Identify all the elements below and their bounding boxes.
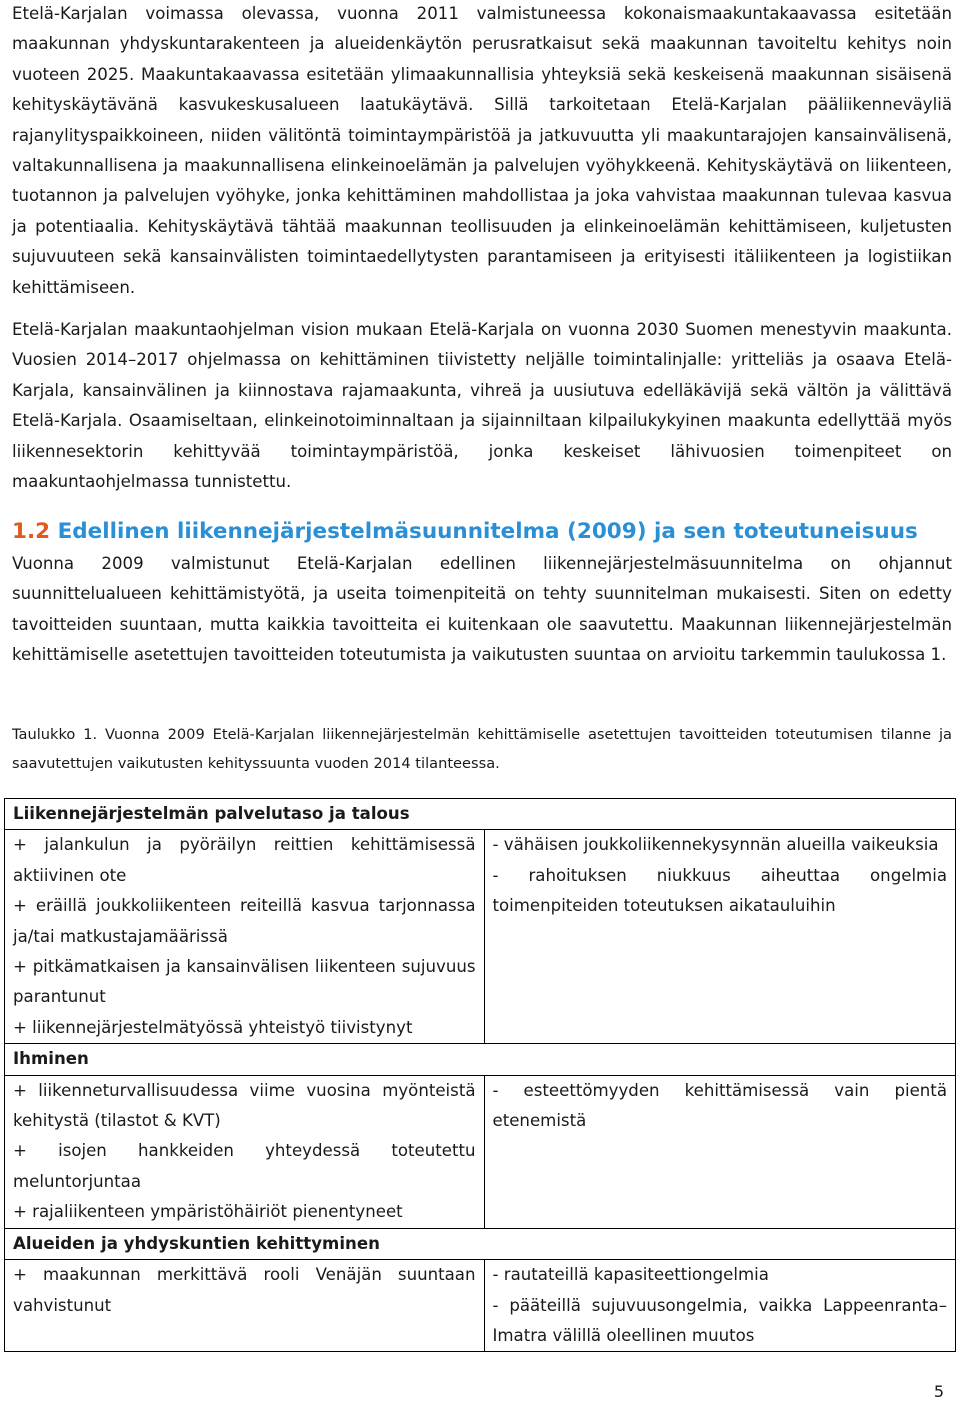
negative-item: - vähäisen joukkoliikennekysynnän alueilla vaikeuksia bbox=[492, 835, 939, 855]
negative-cell bbox=[484, 1075, 956, 1228]
section-title: Edellinen liikennejärjestelmäsuunnitelma (2009) ja sen toteutuneisuus bbox=[57, 519, 918, 544]
section-heading bbox=[12, 515, 952, 549]
table-section-header bbox=[5, 1044, 956, 1075]
positive-item: + liikennejärjestelmätyössä yhteistyö tiivistynyt bbox=[13, 1017, 413, 1037]
table-section-header bbox=[5, 1228, 956, 1259]
positive-item: + isojen hankkeiden yhteydessä toteutettu meluntorjuntaa bbox=[13, 1141, 476, 1191]
table-section-header bbox=[5, 799, 956, 830]
evaluation-table bbox=[4, 798, 956, 1352]
table-row bbox=[5, 1075, 956, 1228]
paragraph-maakuntaohjelma: Etelä-Karjalan maakuntaohjelman vision mukaan Etelä-Karjala on vuonna 2030 Suomen menestyvin maakunta. Vuosien 2014–2017 ohjelmassa on kehittäminen tiivistetty neljälle toimintalinjalle: yritteliäs ja osaava Etelä-Karjala, kansainvälinen ja kiinnostava rajamaakunta, vihreä ja uusiutuva edelläkävijä sekä vältön ja välittävä Etelä-Karjala. Osaamiseltaan, elinkeinotoiminnaltaan ja sijainniltaan kilpailukykyinen maakunta edellyttää myös liikennesektorin kehittyvää toimintaympäristöä, jonka keskeiset lähivuosien toimenpiteet on maakuntaohjelmassa tunnistettu. bbox=[12, 320, 952, 492]
paragraph-maakuntakaava: Etelä-Karjalan voimassa olevassa, vuonna 2011 valmistuneessa kokonaismaakuntakaavassa esitetään maakunnan yhdyskuntarakenteen ja alueidenkäytön perusratkaisut sekä maakunnan tavoiteltu kehitys noin vuoteen 2025. Maakuntakaavassa esitetään ylimaakunnallisia yhteyksiä sekä keskeisenä maakunnan sisäisenä kehityskäytävänä kasvukeskusalueen laatukäytävä. Sillä tarkoitetaan Etelä-Karjalan pääliikenneväyliä rajanylityspaikkoineen, niiden välitöntä toimintaympäristöä ja jatkuvuutta yli maakuntarajojen kansainvälisenä, valtakunnallisena ja maakunnallisena elinkeinoelämän ja palvelujen vyöhykkeenä. Kehityskäytävä on liikenteen, tuotannon ja palvelujen vyöhyke, jonka kehittäminen mahdollistaa ja joka vahvistaa maakunnan tulevaa kasvua ja potentiaalia. Kehityskäytävä tähtää maakunnan teollisuuden ja elinkeinoelämän kehittämiseen, kuljetusten sujuvuuteen sekä kansainvälisten toimintaedellytysten parantamiseen ja erityisesti itäliikenteen ja logistiikan kehittämiseen. bbox=[12, 4, 952, 297]
positive-item: + jalankulun ja pyöräilyn reittien kehittämisessä aktiivinen ote bbox=[13, 835, 476, 885]
positive-item: + eräillä joukkoliikenteen reiteillä kasvua tarjonnassa ja/tai matkustajamäärissä bbox=[13, 896, 476, 946]
positive-item: + liikenneturvallisuudessa viime vuosina myönteistä kehitystä (tilastot & KVT) bbox=[13, 1080, 476, 1131]
section-number: 1.2 bbox=[12, 519, 51, 544]
section-title-cell: Ihminen bbox=[5, 1044, 956, 1075]
section-title-cell: Alueiden ja yhdyskuntien kehittyminen bbox=[5, 1228, 956, 1259]
page-number: 5 bbox=[933, 1382, 944, 1401]
table-row bbox=[5, 830, 956, 1044]
positive-cell bbox=[5, 1075, 485, 1228]
table-caption: Taulukko 1. Vuonna 2009 Etelä-Karjalan liikennejärjestelmän kehittämiselle asetettujen tavoitteiden toteutumisen tilanne ja saavutettujen vaikutusten kehityssuunta vuoden 2014 tilanteessa. bbox=[12, 726, 952, 772]
paragraph-previous-plan: Vuonna 2009 valmistunut Etelä-Karjalan edellinen liikennejärjestelmäsuunnitelma on ohjannut suunnittelualueen kehittämistyötä, ja useita toimenpiteitä on tehty suunnitelman mukaisesti. Siten on edetty tavoitteiden suuntaan, mutta kaikkia tavoitteita ei kuitenkaan ole saavutettu. Maakunnan liikennejärjestelmän kehittämiselle asetettujen tavoitteiden toteutumista ja vaikutusten suuntaa on arvioitu tarkemmin taulukossa 1. bbox=[12, 554, 952, 665]
negative-cell bbox=[484, 1260, 956, 1352]
negative-item: - rautateillä kapasiteettiongelmia bbox=[492, 1265, 769, 1285]
positive-item: + maakunnan merkittävä rooli Venäjän suuntaan vahvistunut bbox=[13, 1265, 476, 1315]
table-row bbox=[5, 1260, 956, 1352]
negative-item: - pääteillä sujuvuusongelmia, vaikka Lappeenranta–Imatra välillä oleellinen muutos bbox=[492, 1295, 947, 1345]
negative-cell bbox=[484, 830, 956, 1044]
section-title-cell: Liikennejärjestelmän palvelutaso ja talous bbox=[5, 799, 956, 830]
negative-item: - rahoituksen niukkuus aiheuttaa ongelmia toimenpiteiden toteutuksen aikatauluihin bbox=[492, 865, 947, 916]
negative-item: - esteettömyyden kehittämisessä vain pientä etenemistä bbox=[492, 1080, 947, 1131]
positive-item: + rajaliikenteen ympäristöhäiriöt pienentyneet bbox=[13, 1202, 403, 1222]
positive-item: + pitkämatkaisen ja kansainvälisen liikenteen sujuvuus parantunut bbox=[13, 957, 476, 1007]
positive-cell bbox=[5, 830, 485, 1044]
positive-cell bbox=[5, 1260, 485, 1352]
